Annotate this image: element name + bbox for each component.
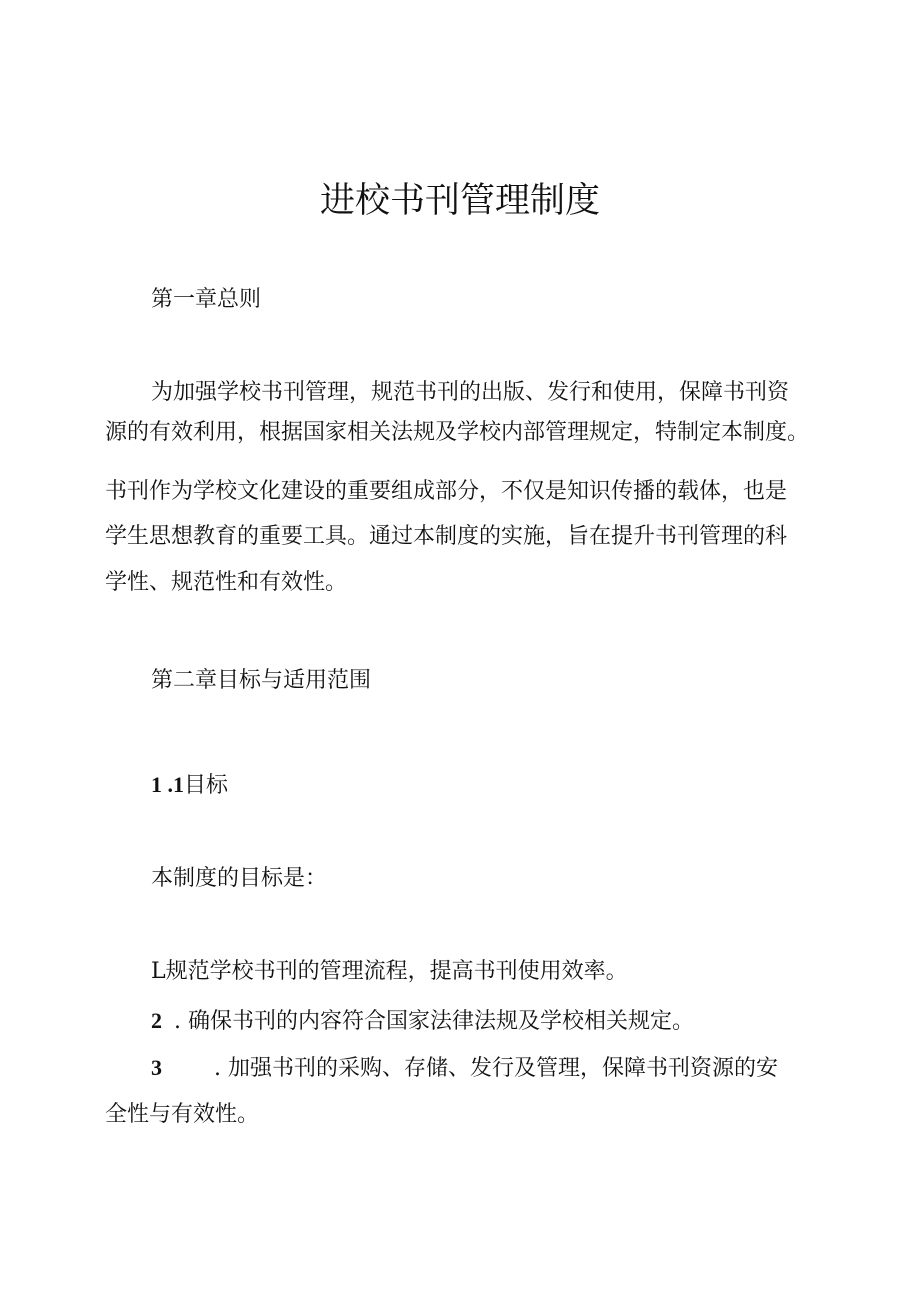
section-1-1-label: 目标: [184, 773, 229, 798]
goal-item-3-continuation: 全性与有效性。: [105, 1102, 260, 1127]
document-title: 进校书刊管理制度: [319, 181, 600, 221]
goal-item-1-text: L规范学校书刊的管理流程，提高书刊使用效率。: [151, 959, 628, 984]
chapter-1-heading: 第一章总则: [151, 287, 262, 312]
chapter-1-paragraph-line-5: 学性、规范性和有效性。: [105, 570, 348, 595]
goal-item-3-number: 3: [151, 1055, 162, 1080]
section-1-1-number: 1 .1: [151, 772, 184, 797]
goal-item-2: [151, 1006, 694, 1037]
chapter-2-heading: 第二章目标与适用范围: [151, 668, 372, 693]
goal-item-3-text: . 加强书刊的采购、存储、发行及管理，保障书刊资源的安: [214, 1056, 778, 1081]
chapter-1-paragraph-line-4: 学生思想教育的重要工具。通过本制度的实施，旨在提升书刊管理的科: [105, 524, 788, 549]
chapter-1-paragraph-line-2: 源的有效利用，根据国家相关法规及学校内部管理规定，特制定本制度。: [105, 420, 810, 445]
goal-item-1: [151, 957, 628, 987]
section-1-1-heading: [151, 770, 228, 801]
goal-item-2-number: 2: [151, 1008, 162, 1033]
chapter-1-paragraph-line-1: 为加强学校书刊管理，规范书刊的出版、发行和使用，保障书刊资: [151, 380, 790, 405]
chapter-1-paragraph-line-3: 书刊作为学校文化建设的重要组成部分，不仅是知识传播的载体，也是: [105, 479, 788, 504]
goal-item-3: [151, 1053, 778, 1084]
goal-item-2-text: . 确保书刊的内容符合国家法律法规及学校相关规定。: [174, 1009, 694, 1034]
goal-intro: 本制度的目标是：: [151, 866, 328, 891]
